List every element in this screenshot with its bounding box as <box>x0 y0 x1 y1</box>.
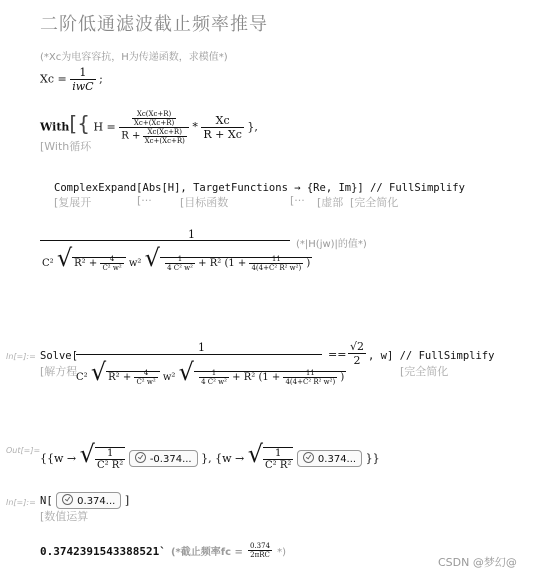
solve-inner-n: 1 <box>211 369 217 377</box>
check-circle-icon <box>62 494 73 505</box>
solve-sqrt1-body <box>106 369 159 386</box>
with-open-bracket: [{ <box>69 111 90 136</box>
csdn-watermark: CSDN @梦幻@ <box>438 556 517 569</box>
sqrt-icon: √ <box>90 358 107 386</box>
result-value: 0.3742391543388521` <box>40 545 166 558</box>
expr1-frac11-n: 11 <box>271 255 281 263</box>
solve-paren-open: (1 + <box>258 372 281 383</box>
h-num-frac <box>132 110 176 127</box>
expr1-w2: w² <box>128 258 142 269</box>
with-tail: }, <box>247 120 258 134</box>
expr1-inner-d: 4 C² w² <box>167 264 193 272</box>
out-frac1-d: C² R² <box>96 460 124 471</box>
solve-r2: R² + <box>108 372 132 383</box>
out-mid: }, {w → <box>201 452 245 465</box>
out-frac1 <box>95 447 125 471</box>
times-sign: * <box>192 120 198 134</box>
expr1-frac4-n: 4 <box>109 255 115 263</box>
solve-inner-frac <box>199 369 229 386</box>
xc-den: iwC <box>72 80 94 93</box>
out-prompt: Out[=]= <box>6 446 41 455</box>
solve-plus-r2: + R² <box>232 372 256 383</box>
solve-hint: [解方程 <box>40 365 78 378</box>
expr1-comment: (*|H(jw)|的值*) <box>296 239 367 250</box>
result-comment-prefix: (*截止频率fc = <box>170 547 243 558</box>
solve-frac4-n: 4 <box>143 369 149 377</box>
solve-numerator: 1 <box>198 341 205 354</box>
in-prompt-solve: In[=]:= <box>6 352 36 361</box>
solve-frac11-n: 11 <box>305 369 315 377</box>
solve-equals: == <box>328 348 347 361</box>
result-line[interactable] <box>40 540 286 559</box>
out-close: }} <box>365 452 380 465</box>
hint-full-simplify: [完全简化 <box>350 196 399 209</box>
h-num-inner-d: Xc+(Xc+R) <box>133 119 175 127</box>
h-den-inner-d: Xc+(Xc+R) <box>144 137 185 145</box>
out-frac2-d: C² R² <box>265 460 292 471</box>
check-circle-icon <box>303 452 314 463</box>
hint-ellipsis-1: [··· <box>137 194 152 207</box>
sqrt2-den: 2 <box>353 354 361 367</box>
out-frac2-n: 1 <box>275 448 282 459</box>
expr1-plus-r2: + R² <box>198 258 222 269</box>
solve-frac11 <box>283 369 337 386</box>
h-num <box>130 110 178 127</box>
numeric-chip-input[interactable] <box>56 492 121 509</box>
solve-paren-close: ) <box>340 372 345 383</box>
output-expression[interactable] <box>40 440 380 471</box>
result-frac-n: 0.374 <box>249 542 271 550</box>
check-circle-icon <box>135 452 146 463</box>
xc-over-r-frac <box>201 114 243 141</box>
expr1-paren-close: ) <box>306 258 311 269</box>
xc-over-num: Xc <box>215 114 230 127</box>
hint-complex-expand: [复展开 <box>54 196 92 209</box>
result-comment-suffix: *) <box>277 547 287 558</box>
complex-expand-line[interactable]: ComplexExpand[Abs[H], TargetFunctions → {Re, Im}] // FullSimplify <box>54 182 465 194</box>
h-num-inner-n: Xc(Xc+R) <box>136 110 172 118</box>
expr1-frac11 <box>249 255 303 272</box>
sqrt-icon: √ <box>79 440 95 468</box>
sqrt-icon: √ <box>56 244 73 272</box>
expr1-frac11-d: 4(4+C² R² w²) <box>251 264 302 272</box>
hint-target-functions: [目标函数 <box>180 196 229 209</box>
expr1-sqrt1-body <box>72 255 125 272</box>
xc-num: 1 <box>79 66 87 79</box>
expr1-denominator <box>42 244 312 272</box>
n-chip-value: 0.374... <box>77 496 116 507</box>
expr1-inner-n: 1 <box>177 255 183 263</box>
result-fraction <box>248 542 272 559</box>
sqrt-icon: √ <box>247 440 264 468</box>
expr1-c2: C² <box>42 258 54 269</box>
h-lhs: H = <box>93 120 116 134</box>
n-close: ] <box>124 494 130 507</box>
chip2-value: 0.374... <box>317 454 357 465</box>
solve-tail: , w] // FullSimplify <box>368 350 495 362</box>
sqrt2-num: √2 <box>350 340 365 353</box>
expr1-frac4-d: C² w² <box>102 264 122 272</box>
solve-sqrt2-body <box>194 369 346 386</box>
solve-c2: C² <box>76 372 88 383</box>
solve-rhs <box>348 340 366 367</box>
xc-semicolon: ; <box>99 72 103 86</box>
xc-lhs: Xc = <box>40 72 67 86</box>
expr1-frac4 <box>100 255 123 272</box>
sqrt-icon: √ <box>144 244 160 272</box>
solve-inner-d: 4 C² w² <box>201 378 227 386</box>
solve-w2: w² <box>162 372 176 383</box>
out-open: {{w → <box>40 452 77 465</box>
solve-denominator <box>76 358 346 386</box>
hint-ellipsis-2: [··· <box>290 194 305 207</box>
comment-xc: (*Xc为电容容抗，H为传递函数，求模值*) <box>40 52 228 63</box>
n-expression[interactable] <box>40 492 129 509</box>
n-hint: [数值运算 <box>40 510 89 523</box>
with-hint: [With循环 <box>40 140 92 153</box>
expr1-inner-frac <box>165 255 195 272</box>
in-prompt-n: In[=]:= <box>6 498 36 507</box>
numeric-chip-positive[interactable] <box>297 450 362 467</box>
xc-definition[interactable] <box>40 66 103 93</box>
notebook-title: 二阶低通滤波截止频率推导 <box>40 14 268 35</box>
h-big-fraction <box>119 110 189 145</box>
solve-main-bar <box>76 354 322 355</box>
xc-over-den: R + Xc <box>203 128 242 141</box>
h-den-inner-n: Xc(Xc+R) <box>147 128 182 136</box>
expr1-main-bar <box>40 240 290 241</box>
chip1-value: -0.374... <box>149 454 192 465</box>
sqrt2-over-2 <box>348 340 366 367</box>
xc-fraction <box>70 66 95 93</box>
n-keyword: N[ <box>40 495 53 507</box>
hint-imaginary: [虚部 <box>317 196 344 209</box>
sqrt-icon: √ <box>178 358 194 386</box>
solve-frac4 <box>134 369 157 386</box>
solve-frac11-d: 4(4+C² R² w²) <box>285 378 336 386</box>
out-frac1-n: 1 <box>106 448 114 459</box>
out-frac2 <box>263 447 293 471</box>
numeric-chip-negative[interactable] <box>129 450 198 467</box>
result-frac-d: 2πRC <box>250 551 270 559</box>
h-den-r-plus: R + <box>121 130 141 142</box>
expr1-numerator: 1 <box>188 228 195 241</box>
h-den <box>119 128 189 145</box>
solve-hint2: [完全简化 <box>400 365 449 378</box>
solve-keyword[interactable]: Solve[ <box>40 350 78 362</box>
expr1-sqrt2-body <box>160 255 312 272</box>
solve-frac4-d: C² w² <box>136 378 156 386</box>
expr1-r2: R² + <box>74 258 98 269</box>
h-den-frac <box>143 128 187 145</box>
with-keyword: With <box>40 120 70 134</box>
expr1-paren-open: (1 + <box>224 258 247 269</box>
